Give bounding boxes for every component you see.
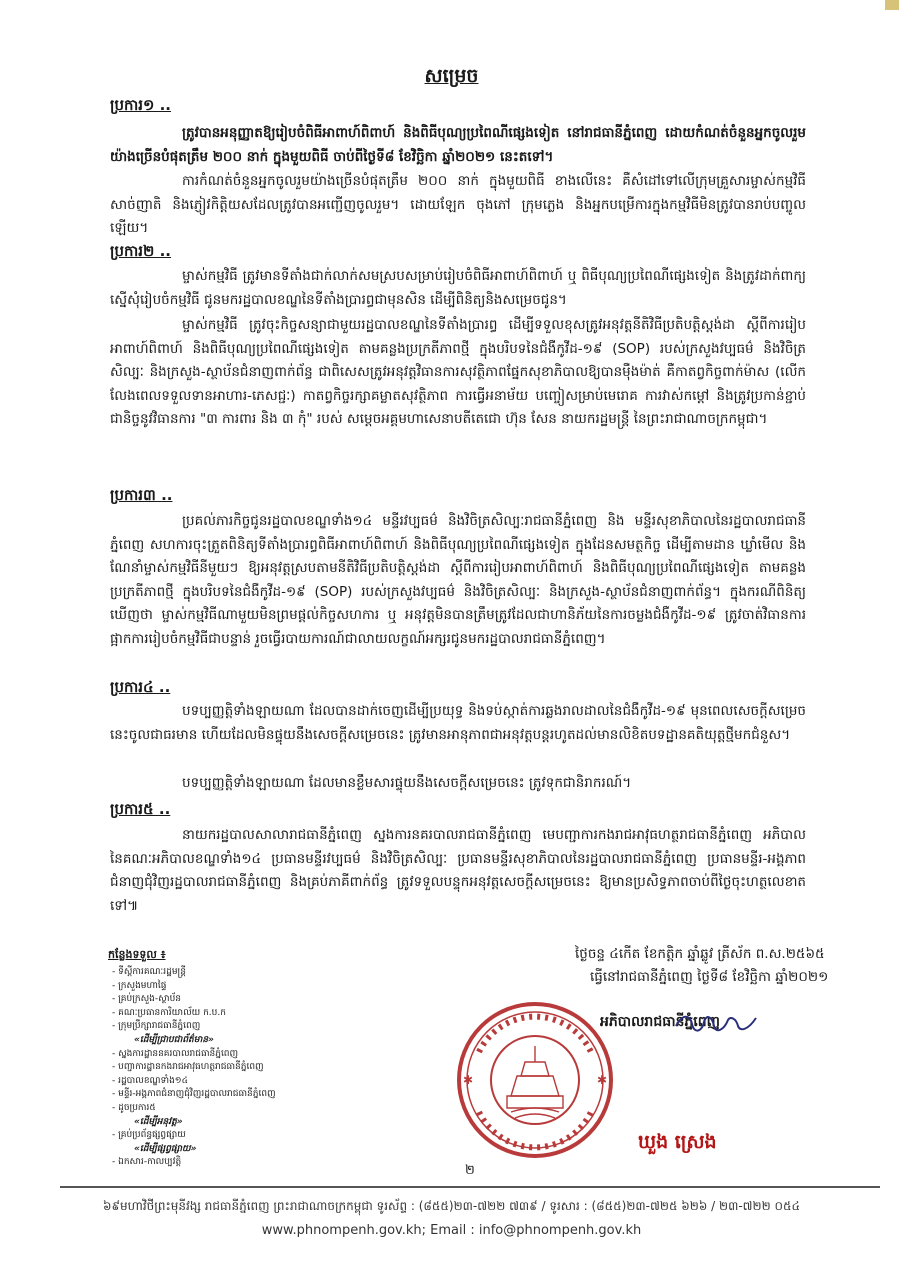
article-4-heading: ប្រការ៤ .. bbox=[110, 678, 171, 696]
footer-contact: www.phnompenh.gov.kh; Email : info@phnompenh.gov.kh bbox=[261, 1223, 642, 1238]
article-4-paragraph-1: បទប្បញ្ញត្តិទាំងឡាយណា ដែលបានដាក់ចេញដើម្បីប្រយុទ្ធ និងទប់ស្កាត់ការឆ្លងរាលដាលនៃជំងឺកូវីដ-១៩ មុនពេលសេចក្តីសម្រេចនេះចូលជាធរមាន ហើយដែលមិនផ្ទុយនឹងសេចក្តីសម្រេចនេះ ត្រូវមានអានុភាពជាអនុវត្តបន្តរហូតដល់មានលិខិតបទដ្ឋានគតិយុត្តថ្មីមកជំនួស។ bbox=[110, 703, 806, 743]
recipient-purpose-note: «ដើម្បីជ្រាបជាព័ត៌មាន» bbox=[134, 1034, 214, 1045]
recipient-item: - គ្រប់ក្រសួង-ស្ថាប័ន bbox=[112, 994, 181, 1005]
recipient-purpose-note: «ដើម្បីផ្សព្វផ្សាយ» bbox=[134, 1143, 197, 1154]
signature-icon bbox=[672, 1008, 762, 1038]
recipient-item: - រដ្ឋបាលខណ្ឌទាំង១៤ bbox=[112, 1075, 188, 1086]
article-2-paragraph-1: ម្ចាស់កម្មវិធី ត្រូវមានទីតាំងជាក់លាក់សមស្របសម្រាប់រៀបចំពិធីអាពាហ៍ពិពាហ៍ ឬ ពិធីបុណ្យប្រពៃណីផ្សេងទៀត និងត្រូវដាក់ពាក្យស្នើសុំរៀបចំកម្មវិធី ជូនមករដ្ឋបាលខណ្ឌនៃទីតាំងប្រារព្ធជាមុនសិន ដើម្បីពិនិត្យនិងសម្រេចជូន។ bbox=[110, 268, 806, 308]
date-solar: ធ្វើនៅរាជធានីភ្នំពេញ ថ្ងៃទី៨ ខែវិច្ឆិកា ឆ្នាំ២០២១ bbox=[590, 969, 829, 985]
recipient-item: - គ្រប់ប្រព័ន្ធផ្សព្វផ្សាយ bbox=[112, 1130, 186, 1141]
recipient-item: - ឯកសារ-កាលប្បវត្តិ bbox=[112, 1157, 182, 1168]
article-3-paragraph-1: ប្រគល់ភារកិច្ចជូនរដ្ឋបាលខណ្ឌទាំង១៤ មន្ទីរវប្បធម៌ និងវិចិត្រសិល្បៈរាជធានីភ្នំពេញ និង មន្ទីរសុខាភិបាលនៃរដ្ឋបាលរាជធានីភ្នំពេញ សហការចុះត្រួតពិនិត្យទីតាំងប្រារព្ធពិធីអាពាហ៍ពិពាហ៍ និងពិធីបុណ្យប្រពៃណីផ្សេងទៀត ក្នុងដែនសមត្ថកិច្ច ដើម្បីតាមដាន ឃ្លាំមើល និងណែនាំម្ចាស់កម្មវិធីនីមួយៗ ឱ្យអនុវត្តស្របតាមនីតិវិធីប្រតិបត្តិស្តង់ដា ស្តីពីការរៀបអាពាហ៍ពិពាហ៍ និងពិធីបុណ្យប្រពៃណីផ្សេងទៀត តាមគន្លងប្រក្រតីភាពថ្មី ក្នុងបរិបទនៃជំងឺកូវីដ-១៩ (SOP) របស់ក្រសួងវប្បធម៌ និងវិចិត្រសិល្បៈ និងក្រសួង-ស្ថាប័នជំនាញពាក់ព័ន្ធ។ ក្នុងករណីពិនិត្យឃើញថា ម្ចាស់កម្មវិធីណាមួយមិនព្រមផ្តល់កិច្ចសហការ ឬ អនុវត្តមិនបានត្រឹមត្រូវដែលជាហានិភ័យនៃការចម្លងជំងឺកូវីដ-១៩ ត្រូវចាត់វិធានការផ្អាកការរៀបចំកម្មវិធីជាបន្ទាន់ រួចធ្វើរបាយការណ៍ជាលាយលក្ខណ៍អក្សរជូនមករដ្ឋបាលរាជធានីភ្នំពេញ។ bbox=[110, 513, 806, 647]
article-3-heading: ប្រការ៣ .. bbox=[110, 486, 173, 504]
recipients-heading: កន្លែងទទួល ៖ bbox=[108, 948, 166, 961]
footer-divider bbox=[60, 1186, 880, 1188]
recipient-item: - មន្ទីរ-អង្គភាពជំនាញជុំវិញរដ្ឋបាលរាជធានីភ្នំពេញ bbox=[112, 1089, 276, 1100]
recipient-item: - បញ្ជាការដ្ឋានកងរាជអាវុធហត្ថរាជធានីភ្នំពេញ bbox=[112, 1062, 264, 1073]
article-1-heading: ប្រការ១ .. bbox=[110, 96, 172, 114]
recipient-purpose-note: «ដើម្បីអនុវត្ត» bbox=[134, 1116, 183, 1127]
signer-title: អភិបាលរាជធានីភ្នំពេញ bbox=[600, 1014, 720, 1030]
signer-name: ឃួង ស្រេង bbox=[638, 1131, 717, 1153]
date-lunar: ថ្ងៃចន្ទ ៤កើត ខែកត្តិក ឆ្នាំឆ្លូវ ត្រីស័ក ព.ស.២៥៦៥ bbox=[575, 946, 825, 962]
article-2-paragraph-2: ម្ចាស់កម្មវិធី ត្រូវចុះកិច្ចសន្យាជាមួយរដ្ឋបាលខណ្ឌនៃទីតាំងប្រារព្ធ ដើម្បីទទួលខុសត្រូវអនុវត្តនីតិវិធីប្រតិបត្តិស្តង់ដា ស្តីពីការរៀបអាពាហ៍ពិពាហ៍ និងពិធីបុណ្យប្រពៃណីផ្សេងទៀត តាមគន្លងប្រក្រតីភាពថ្មី ក្នុងបរិបទនៃជំងឺកូវីដ-១៩ (SOP) របស់ក្រសួងវប្បធម៌ និងវិចិត្រសិល្បៈ និងក្រសួង-ស្ថាប័នជំនាញពាក់ព័ន្ធ ជាពិសេសត្រូវអនុវត្តវិធានការសុវត្ថិភាពផ្នែកសុខាភិបាលឱ្យបានម៉ឺងម៉ាត់ គឺកាតព្វកិច្ចពាក់ម៉ាស (លើកលែងពេលទទួលទានអាហារ-ភេសជ្ជៈ) កាតព្វកិច្ចរក្សាគម្លាតសុវត្ថិភាព ការធ្វើអនាម័យ បញ្ចៀសម្រាប់មេរោគ ការវាស់កម្ដៅ និងត្រូវប្រកាន់ខ្ជាប់ជានិច្ចនូវវិធានការ "៣ ការពារ និង ៣ កុំ" របស់ សម្តេចអគ្គមហាសេនាបតីតេជោ ហ៊ុន សែន នាយករដ្ឋមន្ត្រី នៃព្រះរាជាណាចក្រកម្ពុជា។ bbox=[110, 317, 806, 428]
recipient-item: - ដូចប្រការ៥ bbox=[112, 1102, 156, 1113]
footer-address: ៦៩មហាវិថីព្រះមុនីវង្ស រាជធានីភ្នំពេញ ព្រះរាជាណាចក្រកម្ពុជា ទូរស័ព្ទ : (៨៥៥)២៣-៧២២ ៧៣៩ / ទូរសារ : (៨៥៥)២៣-៧២៥ ៦២៦ / ២៣-៧២២ ០៥៤ bbox=[103, 1199, 800, 1213]
recipient-item: - ទីស្តីការគណៈរដ្ឋមន្ត្រី bbox=[112, 967, 186, 977]
official-seal-icon bbox=[455, 1000, 615, 1160]
recipient-item: - ក្រុមប្រឹក្សារាជធានីភ្នំពេញ bbox=[112, 1021, 201, 1032]
svg-text:✱: ✱ bbox=[463, 1073, 474, 1087]
article-5-paragraph-1: នាយករដ្ឋបាលសាលារាជធានីភ្នំពេញ ស្នងការនគរបាលរាជធានីភ្នំពេញ មេបញ្ជាការកងរាជអាវុធហត្ថរាជធានីភ្នំពេញ អភិបាល នៃគណៈអភិបាលខណ្ឌទាំង១៤ ប្រធានមន្ទីរវប្បធម៌ និងវិចិត្រសិល្បៈ ប្រធានមន្ទីរសុខាភិបាលនៃរដ្ឋបាលរាជធានីភ្នំពេញ ប្រធានមន្ទីរ-អង្គភាពជំនាញជុំវិញរដ្ឋបាលរាជធានីភ្នំពេញ និងគ្រប់ភាគីពាក់ព័ន្ធ ត្រូវទទួលបន្ទុកអនុវត្តសេចក្តីសម្រេចនេះ ឱ្យមានប្រសិទ្ធភាពចាប់ពីថ្ងៃចុះហត្ថលេខាតទៅ៕ bbox=[110, 827, 806, 914]
document-title: សម្រេច bbox=[424, 65, 479, 87]
article-2-heading: ប្រការ២ .. bbox=[110, 242, 172, 260]
page-number: ២ bbox=[465, 1163, 475, 1178]
article-4-paragraph-2: បទប្បញ្ញត្តិទាំងឡាយណា ដែលមានខ្លឹមសារផ្ទុយនឹងសេចក្តីសម្រេចនេះ ត្រូវទុកជានិរាករណ៍។ bbox=[182, 775, 632, 791]
article-1-paragraph-1: ត្រូវបានអនុញ្ញាតឱ្យរៀបចំពិធីអាពាហ៍ពិពាហ៍ និងពិធីបុណ្យប្រពៃណីផ្សេងទៀត នៅរាជធានីភ្នំពេញ ដោយកំណត់ចំនួនអ្នកចូលរួមយ៉ាងច្រើនបំផុតត្រឹម ២០០ នាក់ ក្នុងមួយពិធី ចាប់ពីថ្ងៃទី៨ ខែវិច្ឆិកា ឆ្នាំ២០២១ នេះតទៅ។ bbox=[110, 125, 806, 165]
recipients-list bbox=[112, 966, 352, 1170]
svg-text:✱: ✱ bbox=[597, 1073, 608, 1087]
article-1-paragraph-2: ការកំណត់ចំនួនអ្នកចូលរួមយ៉ាងច្រើនបំផុតត្រឹម ២០០ នាក់ ក្នុងមួយពិធី ខាងលើនេះ គឺសំដៅទៅលើក្រុមគ្រួសារម្ចាស់កម្មវិធី សាច់ញាតិ និងភ្ញៀវកិត្តិយសដែលត្រូវបានអញ្ជើញចូលរួម។ ដោយឡែក ចុងភៅ ក្រុមភ្លេង និងអ្នកបម្រើការក្នុងកម្មវិធីមិនត្រូវបានរាប់បញ្ចូលឡើយ។ bbox=[110, 173, 806, 237]
article-5-heading: ប្រការ៥ .. bbox=[110, 800, 171, 818]
corner-mark bbox=[885, 0, 899, 10]
recipient-item: - គណៈប្រធានការិយាល័យ ក.ប.ក bbox=[112, 1007, 226, 1018]
recipient-item: - ក្រសួងមហាផ្ទៃ bbox=[112, 980, 167, 991]
recipient-item: - ស្នងការដ្ឋាននគរបាលរាជធានីភ្នំពេញ bbox=[112, 1048, 239, 1059]
